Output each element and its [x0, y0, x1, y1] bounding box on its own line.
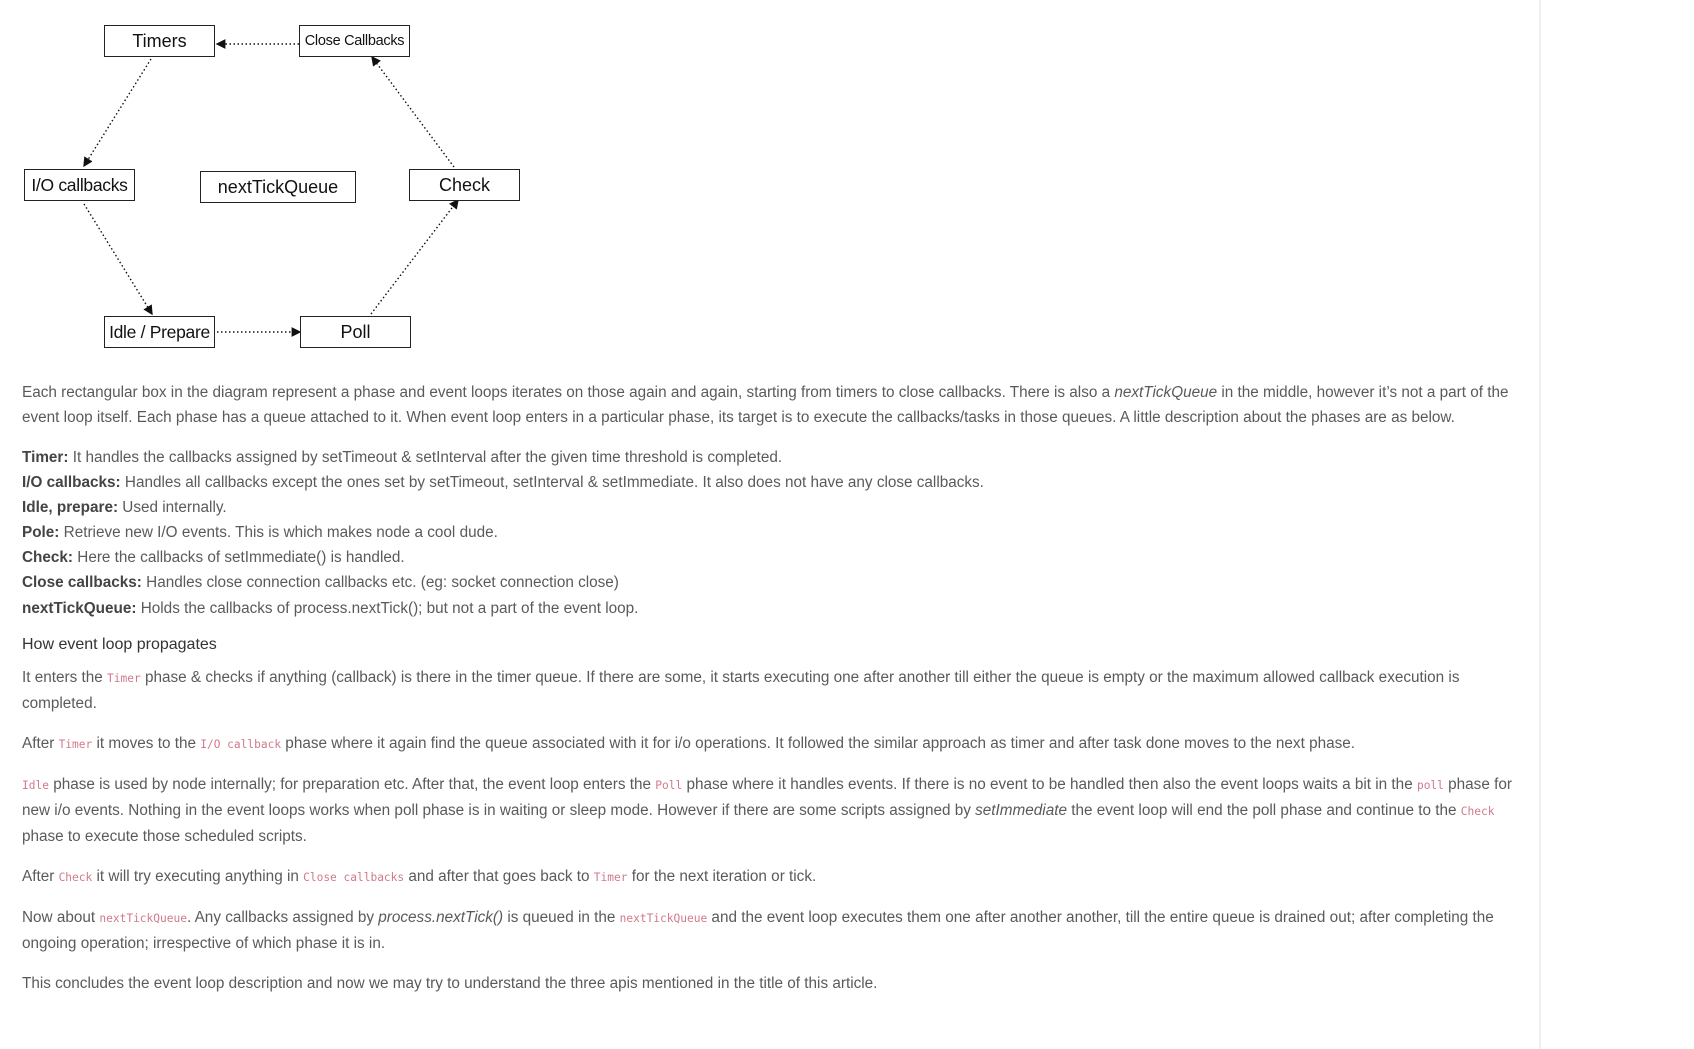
definition-desc: Handles all callbacks except the ones set by setTimeout, setInterval & setImmediate. It also does not have any close callbacks. [120, 474, 984, 492]
text: It enters the [22, 668, 108, 686]
text: for the next iteration or tick. [627, 867, 817, 885]
paragraph-idle [22, 772, 1522, 849]
text: phase for new i/o events. Nothing in the event loops works when poll phase is in waiting or sleep mode. However if there are some scripts assigned by [22, 775, 1512, 819]
node-idle-prepare: Idle / Prepare [104, 316, 215, 348]
definition-term: Pole: [22, 524, 60, 542]
text: it will try executing anything in [92, 867, 304, 885]
arrow-io-to-idle [84, 204, 152, 314]
definition-desc: Here the callbacks of setImmediate() is handled. [73, 549, 405, 567]
paragraph-after-timer [22, 731, 1522, 757]
inline-code: poll [1416, 778, 1444, 792]
inline-code: Poll [655, 778, 683, 792]
definition-item [22, 570, 1522, 595]
node-check: Check [409, 169, 520, 201]
definition-desc: It handles the callbacks assigned by setTimeout & setInterval after the given time threshold is completed. [68, 449, 783, 466]
text: After [22, 867, 59, 885]
definition-term: Timer: [22, 449, 69, 466]
text: is queued in the [503, 908, 620, 926]
arrow-poll-to-check [371, 200, 458, 314]
inline-code: Check [1460, 804, 1495, 818]
definition-item [22, 545, 1522, 570]
arrow-timers-to-io [84, 59, 151, 166]
article-body [22, 380, 1522, 1011]
text: phase is used by node internally; for preparation etc. After that, the event loop enters the [48, 775, 656, 793]
node-next-tick-queue: nextTickQueue [200, 171, 356, 203]
node-poll: Poll [300, 316, 411, 348]
emphasis: process.nextTick() [378, 908, 504, 926]
node-io-callbacks: I/O callbacks [24, 169, 135, 201]
definition-term: Close callbacks: [22, 574, 142, 592]
paragraph-conclusion: This concludes the event loop description and now we may try to understand the three apis mentioned in the title of this article. [22, 974, 878, 992]
definition-item [22, 445, 1522, 470]
inline-code: Idle [22, 778, 49, 792]
section-heading: How event loop propagates [22, 635, 217, 653]
text: phase & checks if anything (callback) is there in the timer queue. If there are some, it starts executing one after another till either the queue is empty or the maximum allowed callback execution is completed. [22, 668, 1460, 712]
definition-item [22, 520, 1522, 545]
event-loop-diagram [0, 0, 540, 360]
definition-term: Check: [22, 549, 74, 567]
inline-code: nextTickQueue [99, 911, 187, 925]
arrow-check-to-close [372, 57, 454, 167]
inline-code: Check [58, 870, 93, 884]
inline-code: nextTickQueue [619, 911, 708, 925]
text: phase where it again find the queue associated with it for i/o operations. It followed the similar approach as timer and after task done moves to the next phase. [281, 734, 1356, 752]
text: phase where it handles events. If there is no event to be handled then also the event loops waits a bit in the [682, 775, 1417, 793]
node-close-callbacks: Close Callbacks [299, 25, 410, 57]
text: After [22, 734, 59, 752]
definition-term: I/O callbacks: [22, 474, 121, 492]
inline-code: Timer [107, 671, 141, 685]
paragraph-after-check [22, 864, 1522, 890]
paragraph-next-tick [22, 905, 1522, 956]
text: and after that goes back to [404, 867, 594, 885]
intro-text-2: in the middle, however it’s not a part of the event loop itself. Each phase has a queue attached to it. When event loop enters in a particular phase, its target is to execute the callbacks/tasks in those queues. A little description about the phases are as below. [22, 384, 1509, 426]
definition-desc: Used internally. [118, 499, 227, 517]
emphasis: setImmediate [975, 801, 1067, 819]
definition-term: Idle, prepare: [22, 499, 119, 517]
definition-desc: Handles close connection callbacks etc. (eg: socket connection close) [141, 574, 619, 592]
node-timers: Timers [104, 25, 215, 57]
definition-term: nextTickQueue: [22, 599, 137, 617]
text: Now about [22, 908, 100, 926]
definition-item [22, 470, 1522, 495]
intro-emphasis: nextTickQueue [1114, 384, 1218, 401]
phase-definitions [22, 445, 1522, 621]
inline-code: Close callbacks [303, 870, 405, 884]
text: phase to execute those scheduled scripts. [22, 827, 307, 845]
text: it moves to the [92, 734, 201, 752]
text: and the event loop executes them one after another another, till the entire queue is drained out; after completing the ongoing operation; irrespective of which phase it is in. [22, 908, 1494, 952]
definition-item [22, 596, 1522, 621]
page-margin [1541, 0, 1694, 1049]
text: the event loop will end the poll phase and continue to the [1066, 801, 1461, 819]
text: . Any callbacks assigned by [186, 908, 379, 926]
inline-code: Timer [593, 870, 628, 884]
definition-item [22, 495, 1522, 520]
paragraph-timer [22, 665, 1522, 716]
definition-desc: Retrieve new I/O events. This is which makes node a cool dude. [59, 524, 498, 542]
intro-text-1: Each rectangular box in the diagram represent a phase and event loops iterates on those again and again, starting from timers to close callbacks. There is also a [22, 384, 1115, 401]
inline-code: Timer [58, 737, 93, 751]
definition-desc: Holds the callbacks of process.nextTick(); but not a part of the event loop. [136, 599, 639, 617]
inline-code: I/O callback [200, 737, 282, 751]
intro-paragraph [22, 380, 1522, 430]
